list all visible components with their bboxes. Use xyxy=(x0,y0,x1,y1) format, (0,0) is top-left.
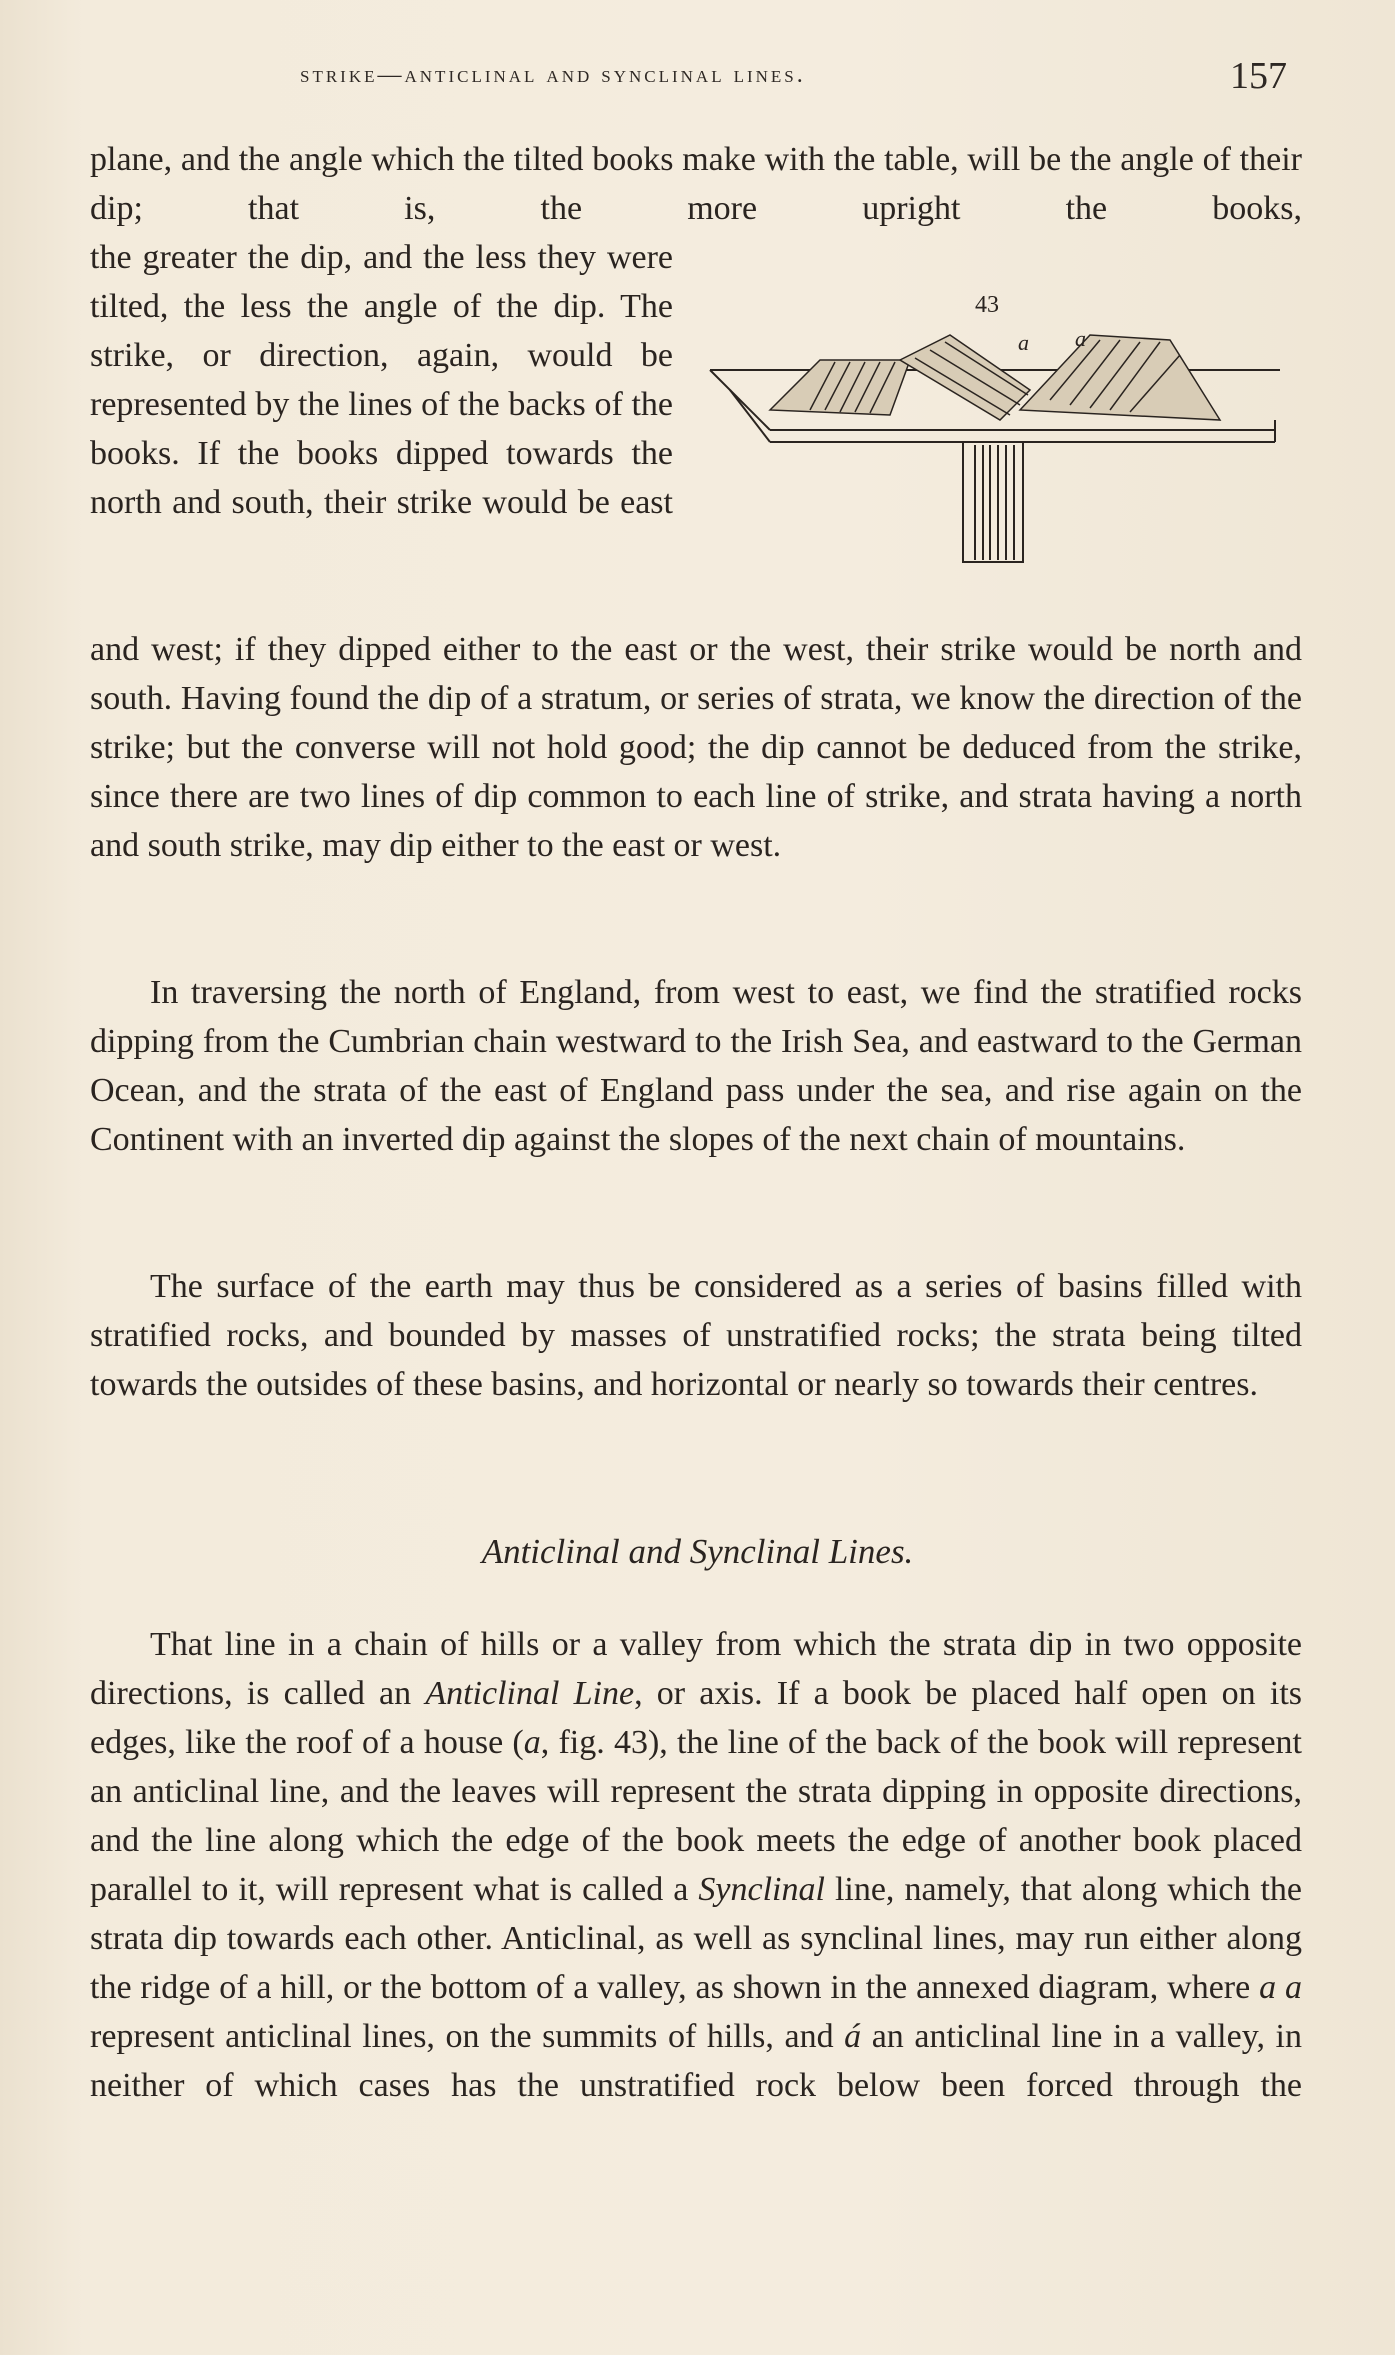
paragraph-1-wrapped xyxy=(90,233,673,527)
paragraph-1-continued xyxy=(90,625,1302,870)
paragraph-1-opening xyxy=(90,135,1302,233)
paragraph-3 xyxy=(90,1262,1302,1409)
term-anticlinal-line: Anticlinal Line xyxy=(425,1675,635,1712)
tilted-books xyxy=(770,335,1220,420)
paragraph-2-text: In traversing the north of England, from west to east, we find the stratified rocks dipping from the Cumbrian chain westward to the Irish Sea, and eastward to the German Ocean, and the strata of the east of England pass under the sea, and rise again on the Continent with an inverted dip against the slopes of the next chain of mountains. xyxy=(90,974,1302,1158)
ref-a-a: a a xyxy=(1259,1969,1303,2006)
figure-label-a-2: a xyxy=(1075,326,1086,351)
figure-label-a-1: a xyxy=(1018,330,1029,355)
p4-part-d: line, namely, that along which the strata dip towards each other. Anticlinal, as well as synclinal lines, may run either along the ridge of a hill, or the bottom of a valley, as shown in the annexed diagram, where xyxy=(90,1871,1303,2006)
page-number: 157 xyxy=(1230,55,1287,97)
term-synclinal: Synclinal xyxy=(698,1871,825,1908)
p4-part-a: That line in a chain of hills or a valley from which the strata dip in two opposite directions, is called an xyxy=(90,1626,1302,1712)
fig-ref-a: a xyxy=(523,1724,541,1761)
paragraph-4 xyxy=(90,1620,1302,2110)
paragraph-4-text xyxy=(90,1620,1302,2110)
p4-part-b: , or axis. If a book be placed half open on its edges, like the roof of a house ( xyxy=(90,1675,1303,1761)
p4-part-c: , fig. 43), the line of the back of the book will represent an anticlinal line, and the leaves will represent the strata dipping in opposite directions, and the line along which the edge of the book meets the edge of another book placed parallel to it, will represent what is called a xyxy=(90,1724,1303,1908)
figure-43-books-diagram xyxy=(700,280,1300,600)
paragraph-1-continued-text: and west; if they dipped either to the east or the west, their strike would be north and south. Having found the dip of a stratum, or series of strata, we know the direction of the strike; but the converse will not hold good; the dip cannot be deduced from the strike, since there are two lines of dip common to each line of strike, and strata having a north and south strike, may dip either to the east or west. xyxy=(90,631,1302,864)
paragraph-2 xyxy=(90,968,1302,1164)
paragraph-1-wrapped-text: the greater the dip, and the less they were tilted, the less the angle of the dip. The strike, or direction, again, would be represented by the lines of the backs of the books. If the books dipped towards the north and south, their strike would be east xyxy=(90,239,673,521)
section-heading: Anticlinal and Synclinal Lines. xyxy=(481,1532,914,1571)
paragraph-1-opening-text: plane, and the angle which the tilted books make with the table, will be the angle of their dip; that is, the more upright the books, xyxy=(90,141,1302,227)
p4-part-f: an anticlinal line in a valley, in neither of which cases has the unstratified rock below been forced through the xyxy=(90,2018,1302,2104)
paragraph-3-text: The surface of the earth may thus be considered as a series of basins filled with stratified rocks, and bounded by masses of unstratified rocks; the strata being tilted towards the outsides of these basins, and horizontal or nearly so towards their centres. xyxy=(90,1268,1302,1403)
p4-part-e: represent anticlinal lines, on the summits of hills, and xyxy=(90,2018,834,2055)
table-leg xyxy=(963,442,1023,562)
figure-number: 43 xyxy=(975,292,999,318)
ref-a-acute: á xyxy=(844,2018,862,2055)
running-header: strike—anticlinal and synclinal lines. xyxy=(300,62,806,88)
